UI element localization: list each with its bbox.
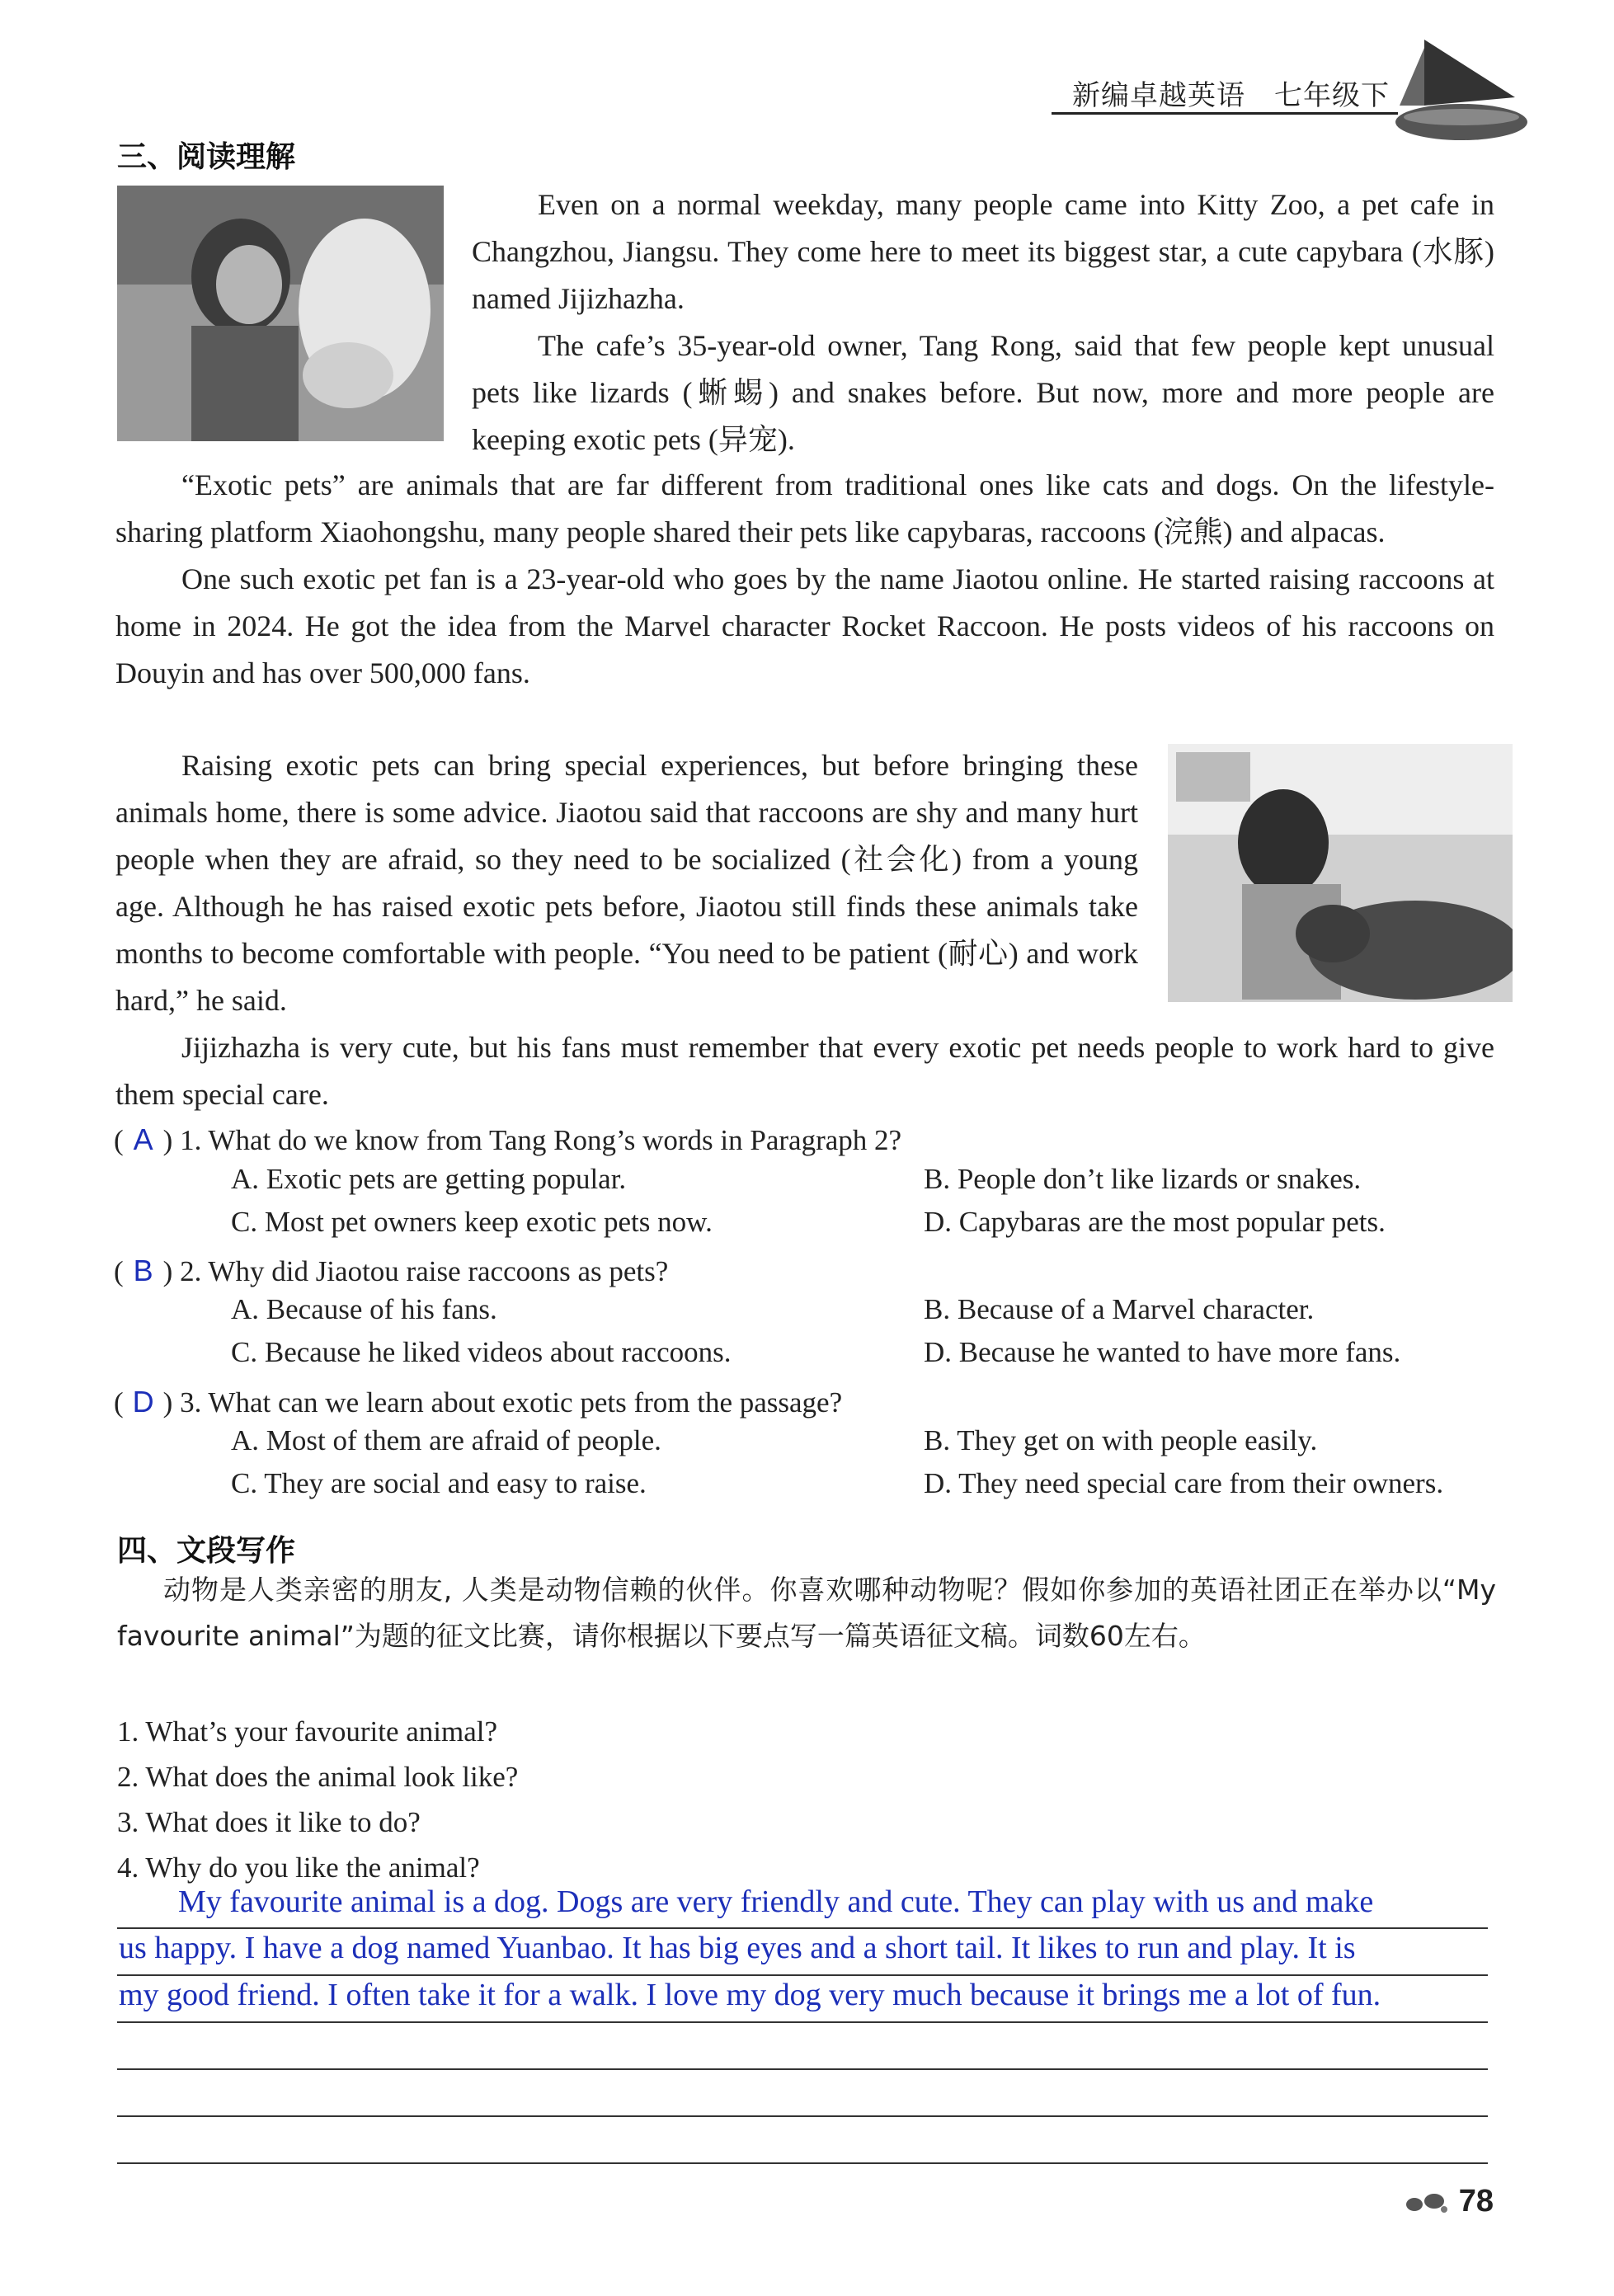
answer-3: D [132,1385,154,1419]
question-2: ( B ) 2. Why did Jiaotou raise raccoons as pets? [114,1249,668,1293]
paw-decoration-icon [1403,2190,1449,2214]
paragraph-5: Raising exotic pets can bring special experiences, but before bringing these animals home, there is some advice. Jiaotou said that raccoons are shy and many hurt people when they are afraid, so they need to be socialized (社会化) from a young age. Although he has raised exotic pets before, Jiaotou still finds these animals take months to become comfortable with people. “You need to be patient (耐心) and work hard,” he said. [115,749,1138,1017]
writing-points [117,1709,518,1890]
q1-option-b: B. People don’t like lizards or snakes. [924,1163,1362,1195]
section-3-heading: 三、阅读理解 [117,140,296,174]
answer-1: A [133,1122,153,1156]
q3-option-a: A. Most of them are afraid of people. [231,1424,661,1456]
answer-2: B [133,1254,153,1287]
q3-option-c: C. They are social and easy to raise. [231,1467,647,1499]
q2-option-b: B. Because of a Marvel character. [924,1293,1315,1325]
writing-rule-1 [117,1927,1488,1929]
answer-line-1: My favourite animal is a dog. Dogs are very friendly and cute. They can play with us and make [178,1884,1374,1919]
q3-option-b: B. They get on with people easily. [924,1424,1318,1456]
writing-prompt: 动物是人类亲密的朋友, 人类是动物信赖的伙伴。你喜欢哪种动物呢？假如你参加的英语社团正在举办以“My favourite animal”为题的征文比赛，请你根据以下要点写一篇英语征文稿。词数60左右。 [117,1574,1496,1652]
photo-woman-with-alpaca [117,186,444,441]
sailboat-icon [1391,31,1532,147]
paragraph-1: Even on a normal weekday, many people came into Kitty Zoo, a pet cafe in Changzhou, Jiangsu. They come here to meet its biggest star, a cute capybara (水豚) named Jijizhazha. [472,188,1494,315]
question-3-stem: 3. What can we learn about exotic pets from the passage? [180,1386,843,1419]
writing-rule-6 [117,2162,1488,2164]
section-4-heading: 四、文段写作 [117,1534,296,1568]
photo-woman-with-capybara [1168,744,1513,1002]
writing-point: 3. What does it like to do? [117,1806,421,1838]
q2-option-a: A. Because of his fans. [231,1293,497,1325]
page-number: 78 [1458,2184,1494,2218]
q2-option-d: D. Because he wanted to have more fans. [924,1336,1401,1368]
writing-rule-3 [117,2021,1488,2023]
writing-rule-4 [117,2068,1488,2070]
q1-option-d: D. Capybaras are the most popular pets. [924,1206,1386,1238]
paragraph-6: Jijizhazha is very cute, but his fans must remember that every exotic pet needs people to work hard to give them special care. [115,1031,1494,1111]
paragraph-3: “Exotic pets” are animals that are far different from traditional ones like cats and dogs. On the lifestyle-sharing platform Xiaohongshu, many people shared their pets like capybaras, raccoons (浣熊) and alpacas. [115,468,1494,548]
q3-option-d: D. They need special care from their owners. [924,1467,1444,1499]
header-underline [1052,112,1398,115]
q2-option-c: C. Because he liked videos about raccoons. [231,1336,732,1368]
q1-option-a: A. Exotic pets are getting popular. [231,1163,627,1195]
answer-line-2: us happy. I have a dog named Yuanbao. It has big eyes and a short tail. It likes to run and play. It is [119,1931,1356,1965]
answer-line-3: my good friend. I often take it for a walk. I love my dog very much because it brings me a lot of fun. [119,1978,1381,2012]
writing-rule-2 [117,1974,1488,1976]
question-1-stem: 1. What do we know from Tang Rong’s words in Paragraph 2? [180,1124,902,1156]
writing-point: 4. Why do you like the animal? [117,1851,480,1884]
writing-point: 2. What does the animal look like? [117,1761,519,1793]
question-3: ( D ) 3. What can we learn about exotic pets from the passage? [114,1381,842,1424]
writing-rule-5 [117,2115,1488,2117]
q1-option-c: C. Most pet owners keep exotic pets now. [231,1206,713,1238]
book-title: 新编卓越英语 七年级下 [1072,79,1390,112]
writing-point: 1. What’s your favourite animal? [117,1715,498,1748]
paragraph-4: One such exotic pet fan is a 23-year-old who goes by the name Jiaotou online. He started raising raccoons at home in 2024. He got the idea from the Marvel character Rocket Raccoon. He posts videos of his raccoons on Douyin and has over 500,000 fans. [115,562,1494,689]
paragraph-2: The cafe’s 35-year-old owner, Tang Rong, said that few people kept unusual pets like lizards (蜥蜴) and snakes before. But now, more and more people are keeping exotic pets (异宠). [472,329,1494,456]
question-1: ( A ) 1. What do we know from Tang Rong’s words in Paragraph 2? [114,1118,901,1162]
question-2-stem: 2. Why did Jiaotou raise raccoons as pets? [180,1255,669,1287]
